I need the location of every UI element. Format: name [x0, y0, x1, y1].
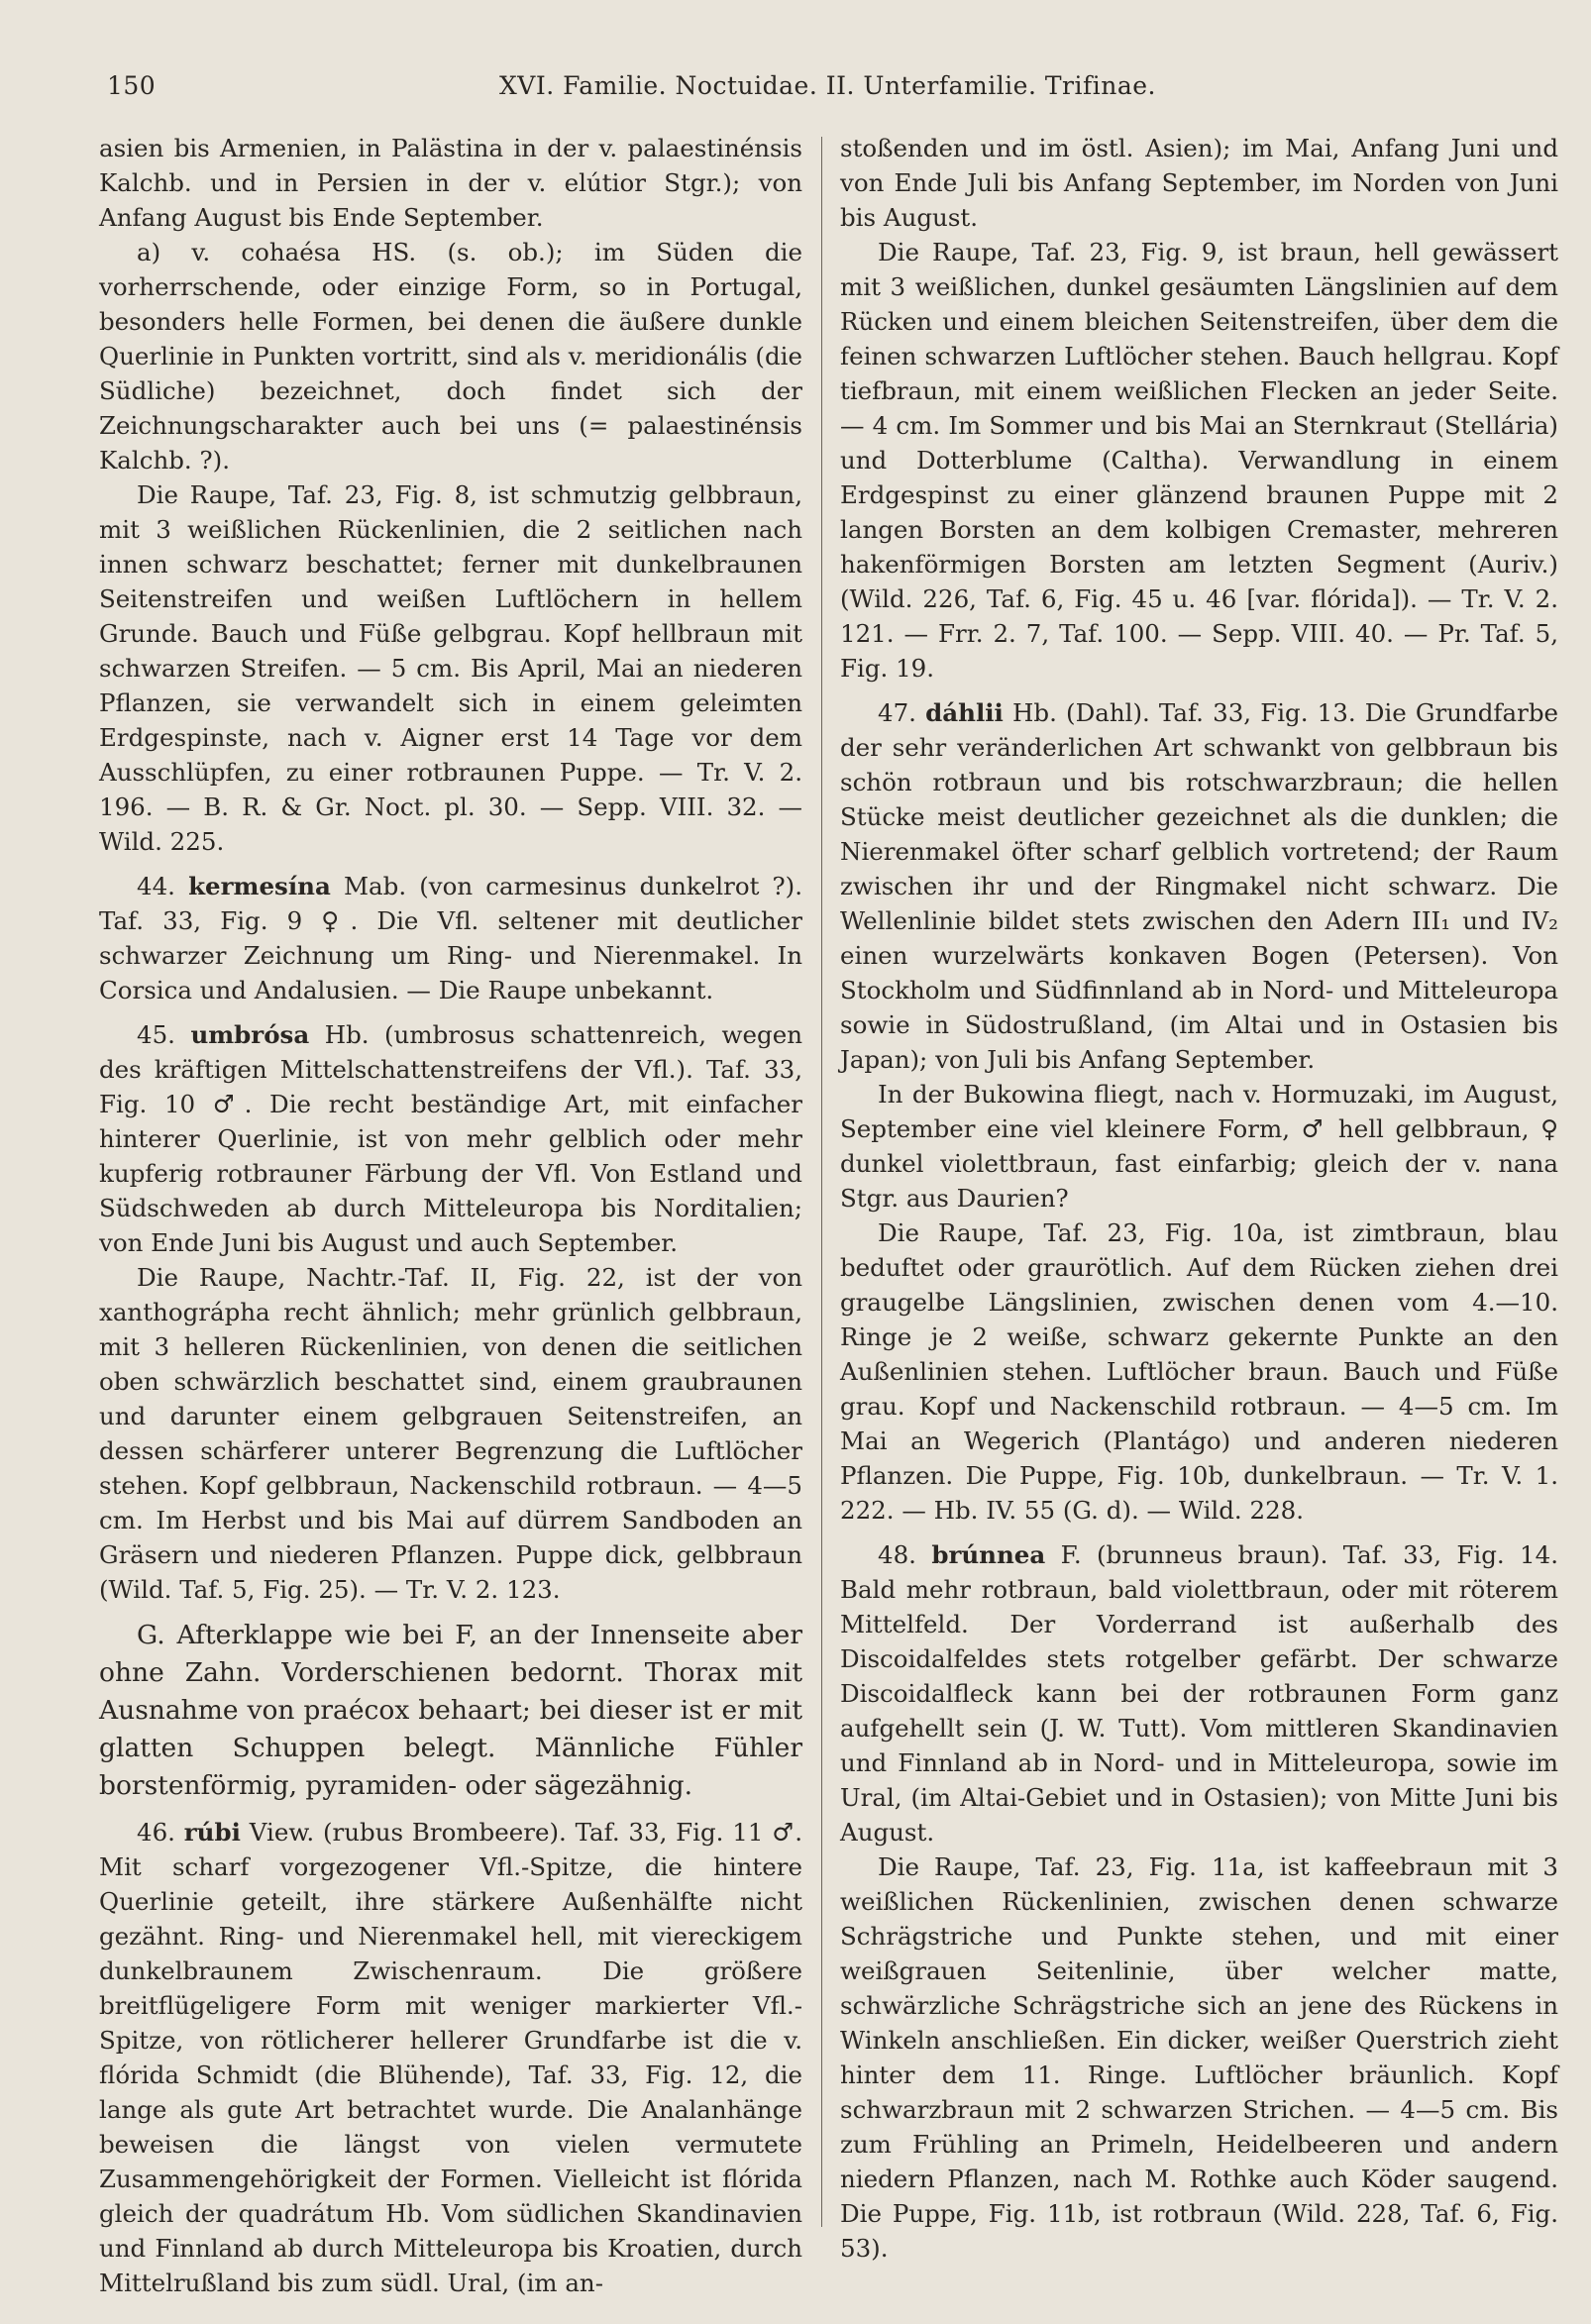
species-name: umbrósa — [190, 1020, 310, 1049]
paragraph-continuation: asien bis Armenien, in Palästina in der v. palaestinénsis Kalchb. und in Persien in der v. elútior Stgr.); von Anfang August bis Ende September. — [99, 134, 802, 232]
species-entry-44 — [99, 869, 802, 1007]
paragraph-continuation: stoßenden und im östl. Asien); im Mai, Anfang Juni und von Ende Juli bis Anfang September, im Norden von Juni bis August. — [840, 134, 1558, 232]
species-entry-48 — [840, 1537, 1558, 1849]
species-name: brúnnea — [931, 1540, 1046, 1569]
species-name: rúbi — [183, 1818, 241, 1847]
species-number: 46. — [137, 1818, 175, 1847]
paragraph-raupe-46: Die Raupe, Taf. 23, Fig. 9, ist braun, hell gewässert mit 3 weißlichen, dunkel gesäumten Längslinien auf dem Rücken und einem bleichen Seitenstreifen, über dem die feinen schwarzen Luftlöcher stehen. Bauch hellgrau. Kopf tiefbraun, mit einem weißlichen Flecken an jeder Seite. — 4 cm. Im Sommer und bis Mai an Sternkraut (Stellária) und Dotterblume (Caltha). Verwandlung in einem Erdgespinst zu einer glänzend braunen Puppe mit 2 langen Borsten an dem kolbigen Cremaster, mehreren hakenförmigen Borsten am letzten Segment (Auriv.) (Wild. 226, Taf. 6, Fig. 45 u. 46 [var. flórida]). — Tr. V. 2. 121. — Frr. 2. 7, Taf. 100. — Sepp. VIII. 40. — Pr. Taf. 5, Fig. 19. — [840, 238, 1558, 683]
paragraph-raupe-48: Die Raupe, Taf. 23, Fig. 11a, ist kaffeebraun mit 3 weißlichen Rückenlinien, zwischen denen schwarze Schrägstriche und Punkte stehen, und mit einer weißgrauen Seitenlinie, über welcher matte, schwärzliche Schrägstriche sich an jene des Rückens in Winkeln anschließen. Ein dicker, weißer Querstrich zieht hinter dem 11. Ringe. Luftlöcher bräunlich. Kopf schwarzbraun mit 2 schwarzen Strichen. — 4—5 cm. Bis zum Frühling an Primeln, Heidelbeeren und andern niedern Pflanzen, nach M. Rothke auch Köder saugend. Die Puppe, Fig. 11b, ist rotbraun (Wild. 228, Taf. 6, Fig. 53). — [840, 1852, 1558, 2263]
species-text: Mab. (von carmesinus dunkelrot ?). Taf. 33, Fig. 9 ♀. Die Vfl. seltener mit deutlicher schwarzer Zeichnung um Ring- und Nierenmakel. In Corsica und Andalusien. — Die Raupe unbekannt. — [99, 872, 802, 1004]
species-text: Hb. (umbrosus schattenreich, wegen des kräftigen Mittelschattenstreifens der Vfl.). Taf. 33, Fig. 10 ♂. Die recht beständige Art, mit einfacher hinterer Querlinie, ist von mehr gelblich oder mehr kupferig rotbrauner Färbung der Vfl. Von Estland und Südschweden ab durch Mitteleuropa bis Norditalien; von Ende Juni bis August und auch September. — [99, 1020, 802, 1257]
column-divider — [821, 137, 822, 2227]
paragraph-raupe-43: Die Raupe, Taf. 23, Fig. 8, ist schmutzig gelbbraun, mit 3 weißlichen Rückenlinien, die 2 seitlichen nach innen schwarz beschattet; ferner mit dunkelbraunen Seitenstreifen und weißen Luftlöchern in hellem Grunde. Bauch und Füße gelbgrau. Kopf hellbraun mit schwarzen Streifen. — 5 cm. Bis April, Mai an niederen Pflanzen, sie verwandelt sich in einem geleimten Erdgespinste, nach v. Aigner erst 14 Tage vor dem Ausschlüpfen, zu einer rotbraunen Puppe. — Tr. V. 2. 196. — B. R. & Gr. Noct. pl. 30. — Sepp. VIII. 32. — Wild. 225. — [99, 480, 802, 856]
species-name: dáhlii — [925, 698, 1004, 727]
page-header — [107, 71, 1530, 111]
species-text: F. (brunneus braun). Taf. 33, Fig. 14. Bald mehr rotbraun, bald violettbraun, oder mit röterem Mittelfeld. Der Vorderrand ist außerhalb des Discoidalfeldes stets rotgelber gefärbt. Der schwarze Discoidalfleck kann bei der rotbraunen Form ganz aufgehellt sein (J. W. Tutt). Vom mittleren Skandinavien und Finnland ab in Nord- und in Mitteleuropa, sowie im Ural, (im Altai-Gebiet und in Ostasien); von Mitte Juni bis August. — [840, 1540, 1558, 1847]
species-text: Hb. (Dahl). Taf. 33, Fig. 13. Die Grundfarbe der sehr veränderlichen Art schwankt von gelbbraun bis schön rotbraun und bis rotschwarzbraun; die hellen Stücke meist deutlicher gezeichnet als die dunklen; die Nierenmakel öfter scharf gelblich vortretend; der Raum zwischen ihr und der Ringmakel nicht schwarz. Die Wellenlinie bildet stets zwischen den Adern III₁ und IV₂ einen wurzelwärts konkaven Bogen (Petersen). Von Stockholm und Südfinnland ab in Nord- und Mitteleuropa sowie in Südostrußland, (im Altai und in Ostasien bis Japan); von Juli bis Anfang September. — [840, 698, 1558, 1074]
section-g: G. Afterklappe wie bei F, an der Innenseite aber ohne Zahn. Vorderschienen bedornt. Thorax mit Ausnahme von praécox behaart; bei dieser ist er mit glatten Schuppen belegt. Männliche Fühler borstenförmig, pyramiden- oder sägezähnig. — [99, 1620, 802, 1801]
paragraph-raupe-45: Die Raupe, Nachtr.-Taf. II, Fig. 22, ist der von xanthográpha recht ähnlich; mehr grünlich gelbbraun, mit 3 helleren Rückenlinien, von denen die seitlichen oben schwärzlich beschattet sind, einem graubraunen und darunter einem gelbgrauen Seitenstreifen, an dessen schärferer unterer Begrenzung die Luftlöcher stehen. Kopf gelbbraun, Nackenschild rotbraun. — 4—5 cm. Im Herbst und bis Mai auf dürrem Sandboden an Gräsern und niederen Pflanzen. Puppe dick, gelbbraun (Wild. Taf. 5, Fig. 25). — Tr. V. 2. 123. — [99, 1263, 802, 1604]
species-name: kermesína — [188, 872, 331, 900]
species-entry-45 — [99, 1017, 802, 1260]
left-column — [99, 131, 802, 2300]
species-text: View. (rubus Brombeere). Taf. 33, Fig. 11 ♂. Mit scharf vorgezogener Vfl.-Spitze, die hintere Querlinie geteilt, ihre stärkere Außenhälfte nicht gezähnt. Ring- und Nierenmakel hell, mit viereckigem dunkelbraunem Zwischenraum. Die größere breitflügeligere Form mit weniger markierter Vfl.-Spitze, von rötlicherer hellerer Grundfarbe ist die v. flórida Schmidt (die Blühende), Taf. 33, Fig. 12, die lange als gute Art betrachtet wurde. Die Analanhänge beweisen die längst von vielen vermutete Zusammengehörigkeit der Formen. Vielleicht ist flórida gleich der quadrátum Hb. Vom südlichen Skandinavien und Finnland ab durch Mitteleuropa bis Kroatien, durch Mittelrußland bis zum südl. Ural, (im an- — [99, 1818, 802, 2297]
page-number: 150 — [107, 71, 157, 100]
species-number: 47. — [878, 698, 916, 727]
species-entry-47 — [840, 695, 1558, 1077]
species-number: 45. — [137, 1020, 175, 1049]
paragraph-raupe-47: Die Raupe, Taf. 23, Fig. 10a, ist zimtbraun, blau beduftet oder graurötlich. Auf dem Rücken ziehen drei graugelbe Längslinien, zwischen denen vom 4.—10. Ringe je 2 weiße, schwarz gekernte Punkte an den Außenlinien stehen. Luftlöcher braun. Bauch und Füße grau. Kopf und Nackenschild rotbraun. — 4—5 cm. Im Mai an Wegerich (Plantágo) und anderen niederen Pflanzen. Die Puppe, Fig. 10b, dunkelbraun. — Tr. V. 1. 222. — Hb. IV. 55 (G. d). — Wild. 228. — [840, 1218, 1558, 1525]
right-column — [840, 131, 1558, 2266]
species-number: 44. — [137, 872, 175, 900]
paragraph-bukowina: In der Bukowina fliegt, nach v. Hormuzaki, im August, September eine viel kleinere Form, ♂ hell gelbbraun, ♀ dunkel violettbraun, fast einfarbig; gleich der v. nana Stgr. aus Daurien? — [840, 1080, 1558, 1213]
running-title: XVI. Familie. Noctuidae. II. Unterfamilie. Trifinae. — [499, 71, 1156, 100]
species-number: 48. — [878, 1540, 916, 1569]
species-entry-46 — [99, 1815, 802, 2300]
paragraph-variety-cohaesa: a) v. cohaésa HS. (s. ob.); im Süden die vorherrschende, oder einzige Form, so in Portugal, besonders helle Formen, bei denen die äußere dunkle Querlinie in Punkten vortritt, sind als v. meridionális (die Südliche) bezeichnet, doch findet sich der Zeichnungscharakter auch bei uns (= palaestinénsis Kalchb. ?). — [99, 238, 802, 475]
